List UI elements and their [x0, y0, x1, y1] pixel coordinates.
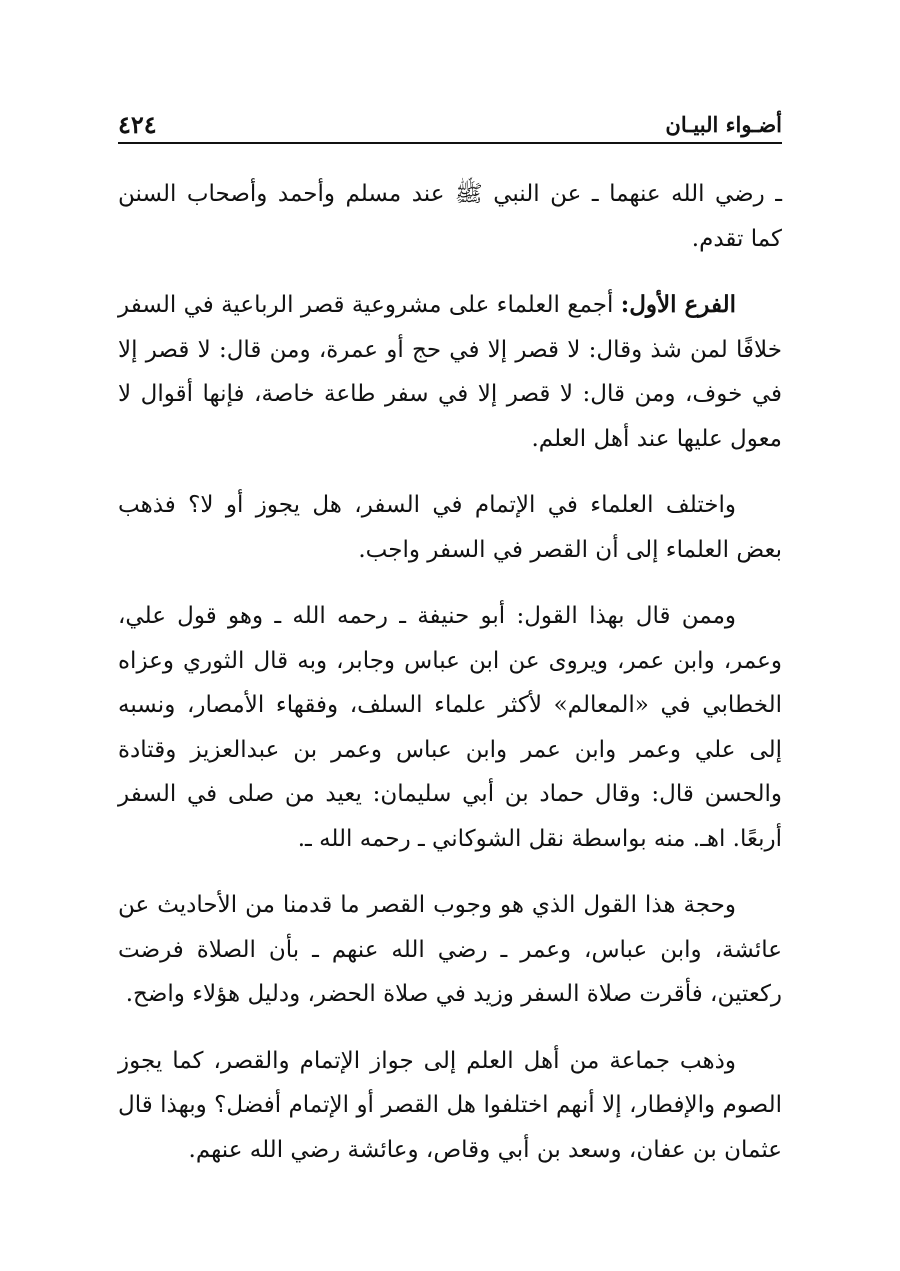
- paragraph-proponents: وممن قال بهذا القول: أبو حنيفة ـ رحمه الله ـ وهو قول علي، وعمر، وابن عمر، ويروى عن ابن عباس وجابر، وبه قال الثوري وعزاه الخطابي في «المعالم» لأكثر علماء السلف، وفقهاء الأمصار، ونسبه إلى علي وعمر وابن عمر وابن عباس وعمر بن عبدالعزيز وقتادة والحسن قال: وقال حماد بن أبي سليمان: يعيد من صلى في السفر أربعًا. اهـ. منه بواسطة نقل الشوكاني ـ رحمه الله ـ.: [118, 603, 782, 852]
- section-heading: الفرع الأول:: [620, 291, 736, 318]
- paragraph-argument: وحجة هذا القول الذي هو وجوب القصر ما قدمنا من الأحاديث عن عائشة، وابن عباس، وعمر ـ رضي الله عنهم ـ بأن الصلاة فرضت ركعتين، فأقرت صلاة السفر وزيد في صلاة الحضر، ودليل هؤلاء واضح.: [118, 892, 782, 1007]
- paragraph-continuation: ـ رضي الله عنهما ـ عن النبي ﷺ عند مسلم وأحمد وأصحاب السنن كما تقدم.: [118, 181, 782, 252]
- paragraph-first-branch: [118, 283, 782, 461]
- paragraph-second-view: وذهب جماعة من أهل العلم إلى جواز الإتمام والقصر، كما يجوز الصوم والإفطار، إلا أنهم اختلفوا هل القصر أو الإتمام أفضل؟ وبهذا قال عثمان بن عفان، وسعد بن أبي وقاص، وعائشة رضي الله عنهم.: [118, 1047, 782, 1163]
- page-number: ٤٢٤: [118, 110, 157, 139]
- paragraph-disagreement: واختلف العلماء في الإتمام في السفر، هل يجوز أو لا؟ فذهب بعض العلماء إلى أن القصر في السفر واجب.: [118, 492, 782, 563]
- page-header: [118, 108, 782, 144]
- paragraph-text: أجمع العلماء على مشروعية قصر الرباعية في السفر خلافًا لمن شذ وقال: لا قصر إلا في حج أو عمرة، ومن قال: لا قصر إلا في خوف، ومن قال: لا قصر إلا في سفر طاعة خاصة، فإنها أقوال لا معول عليها عند أهل العلم.: [118, 292, 782, 452]
- page-body: [118, 172, 782, 1172]
- book-title: أضـواء البيـان: [665, 112, 782, 137]
